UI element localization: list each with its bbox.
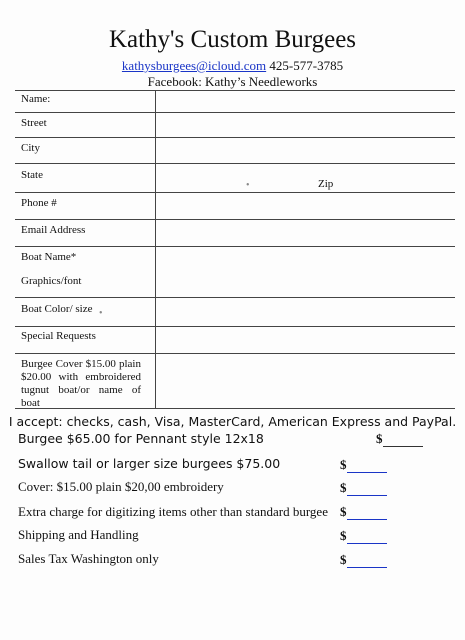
email-label: Email Address: [21, 224, 86, 236]
facebook-line: Facebook: Kathy’s Needleworks: [147, 74, 318, 89]
dollar-sign: $: [340, 457, 347, 472]
price-blank-cover[interactable]: [340, 480, 387, 496]
form-rule: [15, 297, 455, 298]
price-item-pennant: Burgee $65.00 for Pennant style 12x18: [18, 431, 264, 446]
form-rule: [15, 112, 455, 113]
burgee-cover-label: Burgee Cover $15.00 plain $20.00 with embroidered tugnut boat/or name of boat: [21, 358, 141, 409]
form-rule: [15, 90, 455, 91]
state-label: State: [21, 169, 43, 181]
name-label: Name:: [21, 93, 51, 105]
form-rule: [15, 246, 455, 247]
payment-methods: I accept: checks, cash, Visa, MasterCard, American Express and PayPal.: [8, 414, 457, 429]
boat-color-label: Boat Color/ size: [21, 303, 93, 315]
phone-label: Phone #: [21, 197, 57, 209]
form-rule: [15, 219, 455, 220]
amount-line: [347, 483, 387, 496]
street-label: Street: [21, 117, 47, 129]
form-rule: [15, 408, 455, 409]
graphics-label: Graphics/font: [21, 275, 82, 287]
dollar-sign: $: [340, 528, 347, 543]
form-rule: [15, 163, 455, 164]
form-rule: [15, 192, 455, 193]
amount-line: [347, 460, 387, 473]
price-item-swallow: Swallow tail or larger size burgees $75.00: [18, 456, 281, 471]
price-blank-digitizing[interactable]: [340, 504, 387, 520]
price-blank-pennant[interactable]: [376, 431, 423, 447]
dollar-sign: $: [340, 480, 347, 495]
amount-line: [347, 555, 387, 568]
price-blank-shipping[interactable]: [340, 528, 387, 544]
price-blank-swallow[interactable]: [340, 457, 387, 473]
order-form: [15, 90, 455, 418]
price-item-digitizing: Extra charge for digitizing items other than standard burgee: [18, 504, 328, 519]
dollar-sign: $: [340, 504, 347, 519]
price-item-shipping: Shipping and Handling: [18, 527, 139, 542]
dollar-sign: $: [376, 431, 383, 446]
page-title: Kathy's Custom Burgees: [108, 26, 357, 53]
email-link[interactable]: kathysburgees@icloud.com: [121, 58, 267, 73]
phone-number: 425-577-3785: [269, 58, 344, 73]
form-rule: [15, 353, 455, 354]
price-item-sales-tax: Sales Tax Washington only: [18, 551, 159, 566]
scan-speck: •: [246, 180, 250, 191]
special-requests-label: Special Requests: [21, 330, 96, 342]
dollar-sign: $: [340, 552, 347, 567]
price-item-cover: Cover: $15.00 plain $20,00 embroidery: [18, 479, 224, 494]
city-label: City: [21, 142, 40, 154]
scan-speck: •: [99, 308, 103, 319]
amount-line: [347, 531, 387, 544]
form-rule: [15, 137, 455, 138]
amount-line: [383, 434, 423, 447]
contact-line: [0, 58, 465, 74]
amount-line: [347, 507, 387, 520]
price-blank-sales-tax[interactable]: [340, 552, 387, 568]
zip-label: Zip: [318, 178, 334, 190]
form-rule: [15, 326, 455, 327]
boat-name-label: Boat Name*: [21, 251, 77, 263]
